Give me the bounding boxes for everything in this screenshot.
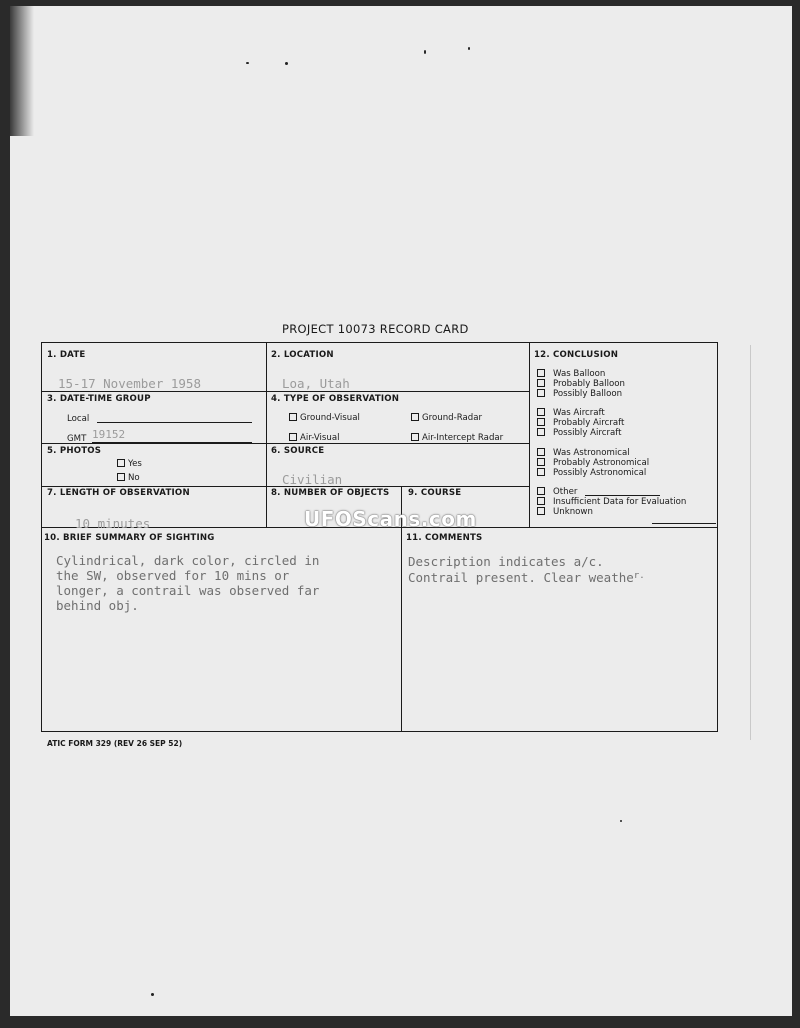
length-of-observation-header: 7. LENGTH OF OBSERVATION <box>47 488 190 498</box>
summary-line: behind obj. <box>56 598 139 613</box>
conclusion-option[interactable]: Possibly Aircraft <box>537 428 622 438</box>
option-ground-visual[interactable]: Ground-Visual <box>289 413 360 423</box>
rule <box>266 343 267 527</box>
gmt-line <box>92 442 252 443</box>
checkbox-icon <box>537 379 545 387</box>
comments-line: Description indicates a/c. <box>408 554 604 569</box>
type-of-observation-header: 4. TYPE OF OBSERVATION <box>271 394 400 404</box>
location-value: Loa, Utah <box>282 376 350 391</box>
number-of-objects-header: 8. NUMBER OF OBJECTS <box>271 488 390 498</box>
photos-yes-option[interactable]: Yes <box>117 459 142 469</box>
photos-header: 5. PHOTOS <box>47 446 102 456</box>
checkbox-icon <box>537 448 545 456</box>
date-header: 1. DATE <box>47 350 86 360</box>
source-header: 6. SOURCE <box>271 446 325 456</box>
rule <box>529 342 718 343</box>
length-of-observation-value: 10 minutes <box>75 516 151 531</box>
checkbox-icon <box>411 413 419 421</box>
gmt-value: 19152 <box>92 428 126 441</box>
checkbox-icon <box>117 459 125 467</box>
checked-box-icon <box>117 473 125 481</box>
scan-bottom-border <box>0 1016 800 1028</box>
conclusion-option[interactable]: Probably Astronomical <box>537 458 649 468</box>
option-air-visual[interactable]: Air-Visual <box>289 433 340 443</box>
scan-speck <box>620 820 622 822</box>
checkbox-icon <box>537 418 545 426</box>
rule <box>42 443 529 444</box>
scan-speck <box>246 62 249 64</box>
scan-speck <box>468 47 470 50</box>
checkbox-icon <box>537 497 545 505</box>
conclusion-option[interactable]: Other <box>537 487 577 497</box>
photos-no-option[interactable]: No <box>117 473 140 483</box>
checkbox-icon <box>289 433 297 441</box>
option-air-intercept-radar[interactable]: Air-Intercept Radar <box>411 433 503 443</box>
course-header: 9. COURSE <box>408 488 462 498</box>
date-value: 15-17 November 1958 <box>58 376 201 391</box>
summary-line: Cylindrical, dark color, circled in <box>56 553 320 568</box>
option-ground-radar[interactable]: Ground-Radar <box>411 413 482 423</box>
checkbox-icon <box>537 468 545 476</box>
source-value: Civilian <box>282 472 343 487</box>
scan-speck <box>424 50 426 54</box>
local-label: Local <box>67 414 90 424</box>
checkbox-icon <box>537 428 545 436</box>
conclusion-option[interactable]: Insufficient Data for Evaluation <box>537 497 686 507</box>
conclusion-option[interactable]: Was Balloon <box>537 369 605 379</box>
watermark: UFOScans.com <box>304 507 477 531</box>
checkbox-icon <box>537 487 545 495</box>
conclusion-option[interactable]: Possibly Astronomical <box>537 468 646 478</box>
scan-edge-shadow <box>10 6 34 136</box>
summary-line: longer, a contrail was observed far <box>56 583 320 598</box>
comments-header: 11. COMMENTS <box>406 533 483 543</box>
scan-speck <box>151 993 154 996</box>
evaluation-line <box>652 523 716 524</box>
scan-speck <box>285 62 288 65</box>
checkbox-icon <box>537 408 545 416</box>
checkbox-icon <box>537 507 545 515</box>
rule <box>42 391 529 392</box>
checkbox-icon <box>411 433 419 441</box>
conclusion-option[interactable]: Was Aircraft <box>537 408 605 418</box>
brief-summary-header: 10. BRIEF SUMMARY OF SIGHTING <box>44 533 215 543</box>
page-fold-line <box>750 345 751 740</box>
gmt-label: GMT <box>67 434 87 444</box>
comments-line: Contrail present. Clear weathe$^{r.}$ <box>408 570 645 585</box>
conclusion-option[interactable]: Possibly Balloon <box>537 389 622 399</box>
card-title: PROJECT 10073 RECORD CARD <box>282 322 469 336</box>
date-time-group-header: 3. DATE-TIME GROUP <box>47 394 151 404</box>
rule <box>717 343 718 731</box>
local-line <box>97 422 252 423</box>
rule <box>529 343 530 527</box>
summary-line: the SW, observed for 10 mins or <box>56 568 290 583</box>
conclusion-option[interactable]: Unknown <box>537 507 593 517</box>
conclusion-option[interactable]: Was Astronomical <box>537 448 630 458</box>
checked-box-icon <box>289 413 297 421</box>
form-id: ATIC FORM 329 (REV 26 SEP 52) <box>47 739 183 748</box>
conclusion-option[interactable]: Probably Balloon <box>537 379 625 389</box>
checkbox-icon <box>537 389 545 397</box>
conclusion-header: 12. CONCLUSION <box>534 350 619 360</box>
conclusion-option[interactable]: Probably Aircraft <box>537 418 624 428</box>
checkbox-icon <box>537 458 545 466</box>
location-header: 2. LOCATION <box>271 350 334 360</box>
other-line <box>585 495 660 496</box>
checkbox-icon <box>537 369 545 377</box>
